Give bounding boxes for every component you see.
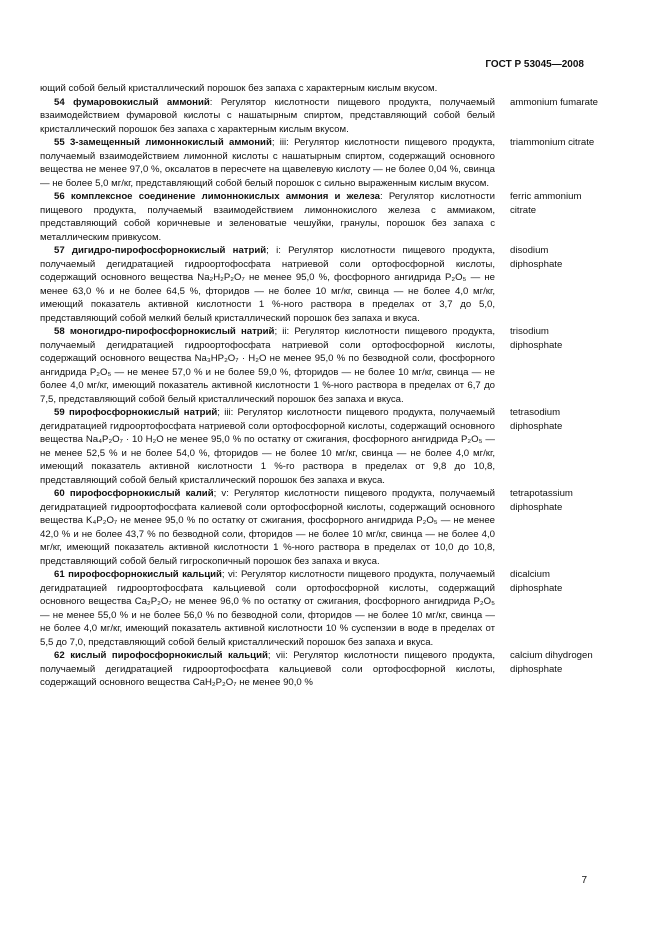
entry-number-and-term [54, 191, 380, 202]
entry-term: пирофосфорнокислый калий [69, 488, 214, 499]
entry-term: кислый пирофосфорнокислый кальций [70, 650, 268, 661]
entry-term: комплексное соединение лимоннокислых аммония и железа [70, 191, 380, 202]
english-term: trisodium diphosphate [510, 326, 563, 351]
entry-suffix: : [379, 191, 389, 202]
entry-text [40, 96, 495, 137]
entry-text [40, 487, 495, 568]
continuation-row [40, 82, 600, 96]
definition-entry [40, 136, 600, 190]
continuation-paragraph: ющий собой белый кристаллический порошок без запаха с характерным кислым вкусом. [40, 83, 438, 94]
entry-suffix: ; i: [266, 245, 289, 256]
entry-term: дигидро-пирофосфорнокислый натрий [71, 245, 267, 256]
english-term: ferric ammonium citrate [510, 191, 582, 216]
definition-entry [40, 244, 600, 325]
standard-number: ГОСТ Р 53045—2008 [485, 59, 584, 70]
entry-term: пирофосфорнокислый натрий [68, 407, 218, 418]
entry-term: пирофосфорнокислый кальций [68, 569, 222, 580]
entry-text [40, 190, 495, 244]
entry-number: 54 [54, 96, 65, 108]
document-content [40, 82, 600, 690]
definition-entry [40, 96, 600, 137]
english-term: ammonium fumarate [510, 96, 598, 108]
entry-term: фумаровокислый аммоний [73, 96, 210, 108]
page-number: 7 [581, 875, 587, 886]
entry-text [40, 244, 495, 325]
entry-definition: Регулятор кислотности пищевого продукта, получаемый дегидратацией гидроортофосфата калиевой соли ортофосфорной кислоты, содержащий основного вещества K₄P₂O₇ не менее 95,0 % по остатку от сжигания, фосфорного ангидрида P₂O₅ — не менее 42,0 % и не более 43,7 % по безводной соли, фторидов — не более 10 мг/кг, свинца — не более 4,0 мг/кг, имеющий показатель активной кислотности 1 %-ного раствора в пределах от 10,0 до 10,8, представляющий собой белый гигроскопичный порошок без запаха и вкуса. [40, 488, 495, 567]
entry-definition: Регулятор кислотности пищевого продукта, получаемый дегидратацией гидроортофосфата кальциевой соли ортофосфорной кислоты, содержащий основного вещества CaH₂P₂O₇ не менее 90,0 % [40, 650, 495, 688]
entry-number: 62 [54, 650, 65, 661]
english-term: tetrasodium diphosphate [510, 407, 563, 432]
english-term: triammonium citrate [510, 137, 595, 148]
entry-text [40, 325, 495, 406]
definition-entry [40, 487, 600, 568]
entry-text [40, 136, 495, 190]
entry-suffix: ; iii: [217, 407, 238, 418]
entry-number-and-term [54, 488, 214, 499]
entry-definition: Регулятор кислотности пищевого продукта, получаемый дегидратацией гидроортофосфата натриевой соли ортофосфорной кислоты, содержащий основного вещества Na₄P₂O₇ · 10 H₂O не менее 95,0 % по остатку от сжигания, фосфорного ангидрида P₂O₅ — не менее 52,5 % и не более 54,0 %, фторидов — не более 10 мг/кг, свинца — не более 4,0 мг/кг, имеющий показатель активной кислотности 1 %-го раствора в пределах от 9,8 до 10,8, представляющий собой белый кристаллический порошок без запаха и вкуса. [40, 407, 495, 486]
entry-number: 61 [54, 569, 65, 580]
entry-text [40, 406, 495, 487]
document-header [40, 58, 600, 71]
entry-definition: Регулятор кислотности пищевого продукта, получаемый дегидратацией гидроортофосфата кальциевой соли ортофосфорной кислоты, содержащий основного вещества Ca₂P₂O₇ не менее 96,0 % по остатку от сжигания, фосфорного ангидрида P₂O₅ — не менее 55,0 % и не более 56,0 % по безводной соли, фторидов — не более 10 мг/кг, свинца — не более 4,0 мг/кг, имеющий показатель активной кислотности 10 % суспензии в воде в пределах от 5,5 до 7,0, представляющий собой белый кристаллический порошок без запаха и вкуса. [40, 569, 495, 648]
entry-number: 60 [54, 488, 65, 499]
english-term: dicalcium diphosphate [510, 569, 563, 594]
entry-number: 55 [54, 137, 65, 148]
entry-number: 58 [54, 326, 65, 337]
entry-text [40, 649, 495, 690]
entry-term: моногидро-пирофосфорнокислый натрий [69, 326, 275, 337]
english-term: calcium dihydrogen diphosphate [510, 650, 593, 675]
entry-number-and-term [54, 97, 210, 108]
definition-entry [40, 406, 600, 487]
entry-suffix: ; iii: [271, 137, 295, 148]
entry-definition: Регулятор кислотности пищевого продукта, получаемый взаимодействием лимонной кислоты с нашатырным спиртом, содержащий основного вещества не менее 97,0 %, оксалатов в пересчете на щавелевую кислоту — не более 0,04 %, свинца — не более 5,0 мг/кг, представляющий собой белый порошок с сильно выраженным кислым вкусом. [40, 137, 496, 189]
entry-definition: Регулятор кислотности пищевого продукта, получаемый взаимодействием фумаровой кислоты с нашатырным спиртом, представляющий собой белый кристаллический порошок без запаха с характерным кислым вкусом. [40, 96, 495, 135]
entry-number-and-term [54, 137, 272, 148]
english-term: tetrapotassium diphosphate [510, 488, 573, 513]
definition-entry [40, 568, 600, 649]
entry-number-and-term [54, 650, 268, 661]
entry-number-and-term [54, 245, 266, 256]
definition-entry [40, 649, 600, 690]
entry-number-and-term [54, 326, 274, 337]
entry-suffix: ; v: [213, 488, 235, 499]
entry-definition: Регулятор кислотности пищевого продукта, получаемый дегидратацией гидроортофосфата натриевой соли ортофосфорной кислоты, содержащий основного вещества Na₃HP₂O₇ · H₂O не менее 95,0 % по безводной соли, фосфорного ангидрида P₂O₅ — не менее 57,0 % и не более 59,0 %, фторидов — не более 10 мг/кг, свинца — не более 4,0 мг/кг, имеющий показатель активной кислотности 1 %-ного раствора в пределах от 6,7 до 7,5, представляющий собой белый кристаллический порошок без запаха и вкуса. [40, 326, 495, 405]
entry-suffix: ; vii: [267, 650, 294, 661]
entry-number: 56 [54, 191, 65, 202]
entry-text [40, 568, 495, 649]
entry-definition: Регулятор кислотности пищевого продукта, получаемый взаимодействием лимоннокислого железа с аммиаком, представляющий собой коричневые и зеленоватые чешуйки, гранулы, порошок без запаха с металлическим привкусом. [40, 191, 495, 243]
entries-list [40, 96, 600, 690]
entry-number-and-term [54, 569, 222, 580]
definition-entry [40, 190, 600, 244]
entry-number: 57 [54, 245, 65, 256]
entry-suffix: ; vi: [221, 569, 241, 580]
entry-term: 3-замещенный лимоннокислый аммоний [69, 137, 272, 148]
english-term: disodium diphosphate [510, 245, 563, 270]
entry-suffix: : [209, 96, 221, 108]
entry-definition: Регулятор кислотности пищевого продукта, получаемый дегидратацией гидроортофосфата натриевой соли ортофосфорной кислоты, содержащий основного вещества Na₂H₂P₂O₇ не менее 95,0 %, фосфорного ангидрида P₂O₅ — не менее 63,0 % и не более 64,5 %, фторидов — не более 10 мг/кг, свинца — не более 4,0 мг/кг, имеющий показатель активной кислотности 1 %-ного раствора в пределах от 3,7 до 5,0, представляющий собой мелкий белый кристаллический порошок без запаха и вкуса. [40, 245, 496, 324]
entry-number-and-term [54, 407, 217, 418]
entry-suffix: ; ii: [274, 326, 295, 337]
definition-entry [40, 325, 600, 406]
entry-number: 59 [54, 407, 65, 418]
